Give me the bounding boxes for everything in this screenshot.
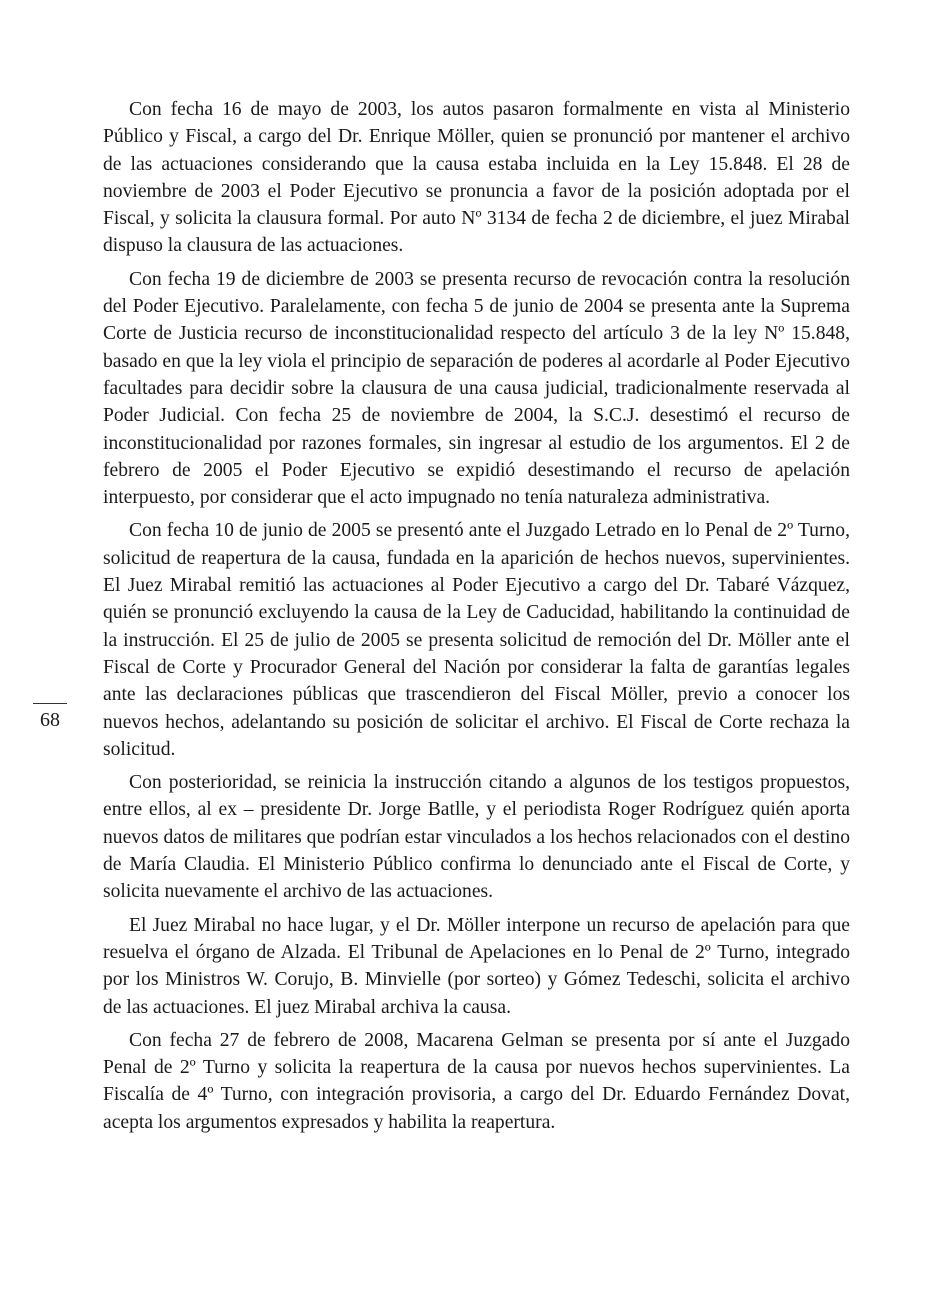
paragraph: Con fecha 19 de diciembre de 2003 se presenta recurso de revocación contra la resolución del Poder Ejecutivo. Paralelamente, con fecha 5 de junio de 2004 se presenta ante la Suprema Corte de Justicia recurso de inconstitucionalidad respecto del artículo 3 de la ley Nº 15.848, basado en que la ley viola el principio de separación de poderes al acordarle al Poder Ejecutivo facultades para decidir sobre la clausura de una causa judicial, tradicionalmente reservada al Poder Judicial. Con fecha 25 de noviembre de 2004, la S.C.J. desestimó el recurso de inconstitucionalidad por razones formales, sin ingresar al estudio de los argumentos. El 2 de febrero de 2005 el Poder Ejecutivo se expidió desestimando el recurso de apelación interpuesto, por considerar que el acto impugnado no tenía naturaleza administrativa. [103, 268, 850, 509]
page-number-rule [33, 703, 67, 704]
paragraph: Con fecha 27 de febrero de 2008, Macarena Gelman se presenta por sí ante el Juzgado Penal de 2º Turno y solicita la reapertura de la causa por nuevos hechos supervinientes. La Fiscalía de 4º Turno, con integración provisoria, a cargo del Dr. Eduardo Fernández Dovat, acepta los argumentos expresados y habilita la reapertura. [103, 1029, 850, 1133]
paragraph: El Juez Mirabal no hace lugar, y el Dr. Möller interpone un recurso de apelación para que resuelva el órgano de Alzada. El Tribunal de Apelaciones en lo Penal de 2º Turno, integrado por los Ministros W. Corujo, B. Minvielle (por sorteo) y Gómez Tedeschi, solicita el archivo de las actuaciones. El juez Mirabal archiva la causa. [103, 914, 850, 1018]
paragraph: Con fecha 16 de mayo de 2003, los autos pasaron formalmente en vista al Ministerio Público y Fiscal, a cargo del Dr. Enrique Möller, quien se pronunció por mantener el archivo de las actuaciones considerando que la causa estaba incluida en la Ley 15.848. El 28 de noviembre de 2003 el Poder Ejecutivo se pronuncia a favor de la posición adoptada por el Fiscal, y solicita la clausura formal. Por auto Nº 3134 de fecha 2 de diciembre, el juez Mirabal dispuso la clausura de las actuaciones. [103, 99, 850, 257]
page-number: 68 [40, 709, 60, 731]
paragraph: Con fecha 10 de junio de 2005 se presentó ante el Juzgado Letrado en lo Penal de 2º Turno, solicitud de reapertura de la causa, fundada en la aparición de hechos nuevos, supervinientes. El Juez Mirabal remitió las actuaciones al Poder Ejecutivo a cargo del Dr. Tabaré Vázquez, quién se pronunció excluyendo la causa de la Ley de Caducidad, habilitando la continuidad de la instrucción. El 25 de julio de 2005 se presenta solicitud de remoción del Dr. Möller ante el Fiscal de Corte y Procurador General del Nación por considerar la falta de garantías legales ante las declaraciones públicas que trascendieron del Fiscal Möller, previo a conocer los nuevos hechos, adelantando su posición de solicitar el archivo. El Fiscal de Corte rechaza la solicitud. [103, 520, 850, 760]
paragraph: Con posterioridad, se reinicia la instrucción citando a algunos de los testigos propuestos, entre ellos, al ex – presidente Dr. Jorge Batlle, y el periodista Roger Rodríguez quién aporta nuevos datos de militares que podrían estar vinculados a los hechos relacionados con el destino de María Claudia. El Ministerio Público confirma lo denunciado ante el Fiscal de Corte, y solicita nuevamente el archivo de las actuaciones. [103, 772, 850, 903]
body-text [103, 96, 850, 1142]
